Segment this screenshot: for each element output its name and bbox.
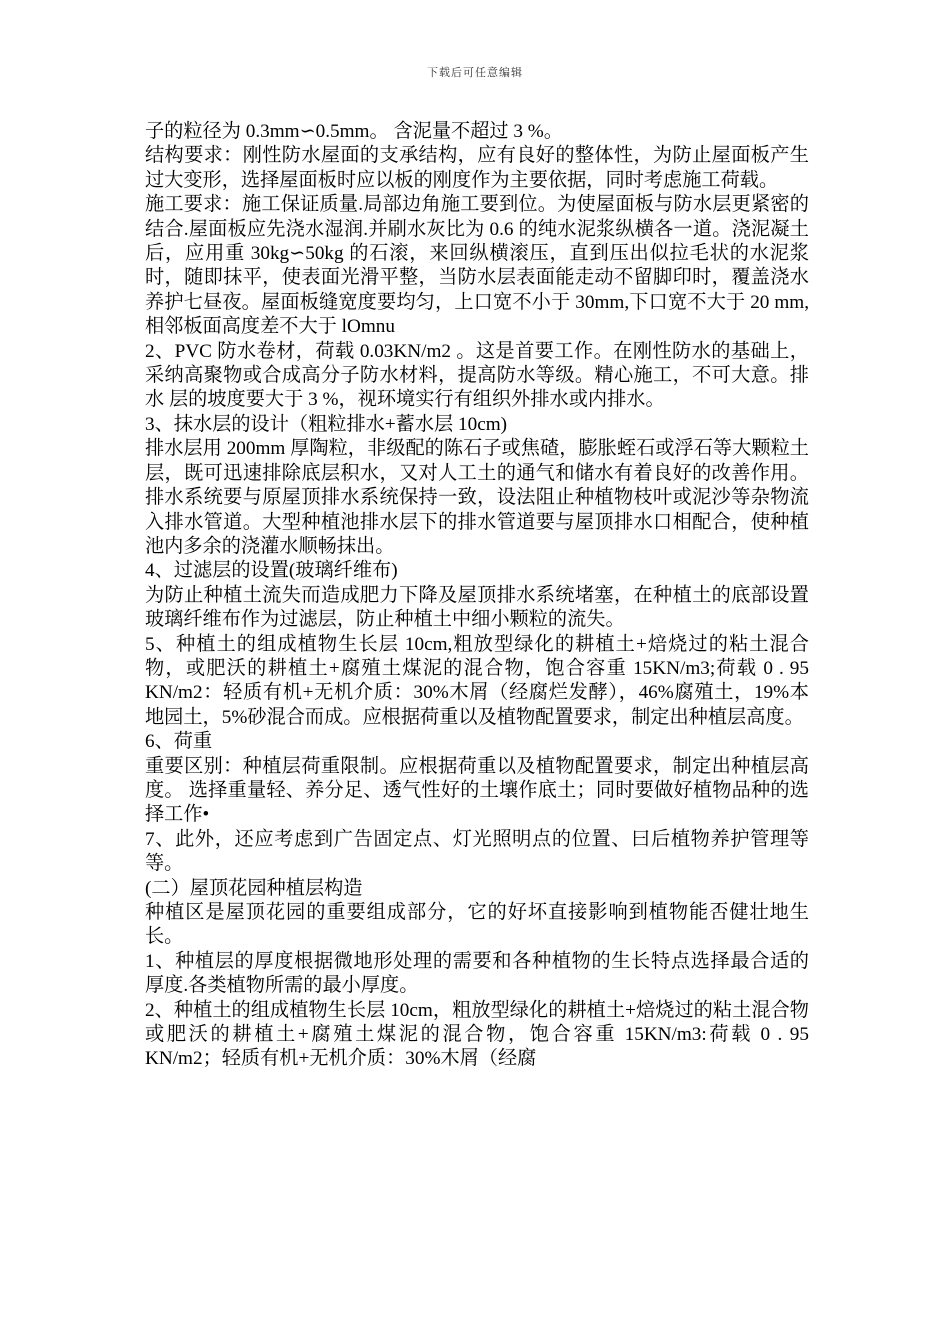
paragraph: 施工要求：施工保证质量.局部边角施工要到位。为使屋面板与防水层更紧密的结合.屋面板应先浇水湿润.并刷水灰比为 0.6 的纯水泥浆纵横各一道。浇泥凝土后，应用重 30kg∽50kg 的石滚，来回纵横滚压，直到压出似拉毛状的水泥浆时，随即抹平，使表面光滑平整，当防水层表面能走动不留脚印时，覆盖浇水养护七昼夜。屋面板缝宽度要均匀，上口宽不小于 30mm,下口宽不大于 20 mm,相邻板面高度差不大于 lOmnu (145, 194, 809, 338)
paragraph: 为防止种植土流失而造成肥力下降及屋顶排水系统堵塞，在种植土的底部设置 玻璃纤维布作为过滤层，防止种植土中细小颗粒的流失。 (145, 584, 809, 631)
page-header: 下载后可任意编辑 (427, 66, 523, 79)
section-heading: 4、过滤层的设置(玻璃纤维布) (145, 560, 398, 582)
paragraph: 5、种植土的组成植物生长层 10cm,粗放型绿化的耕植土+焙烧过的粘土混合物，或肥沃的耕植土+腐殖土煤泥的混合物，饱合容重 15KN/m3;荷载 0 . 95 KN/m2：轻质有机+无机介质：30%木屑（经腐烂发酵），46%腐殖土，19%本 地园土，5%砂混合而成。应根据荷重以及植物配置要求，制定出种植层高度。 (145, 633, 809, 728)
paragraph: 2、PVC 防水卷材，荷载 0.03KN/m2 。这是首要工作。在刚性防水的基础上， 采纳高聚物或合成高分子防水材料，提高防水等级。精心施工，不可大意。排水 层的坡度要大于 3 %，视环境实行有组织外排水或内排水。 (145, 340, 809, 411)
paragraph: 子的粒径为 0.3mm∽0.5mm。 含泥量不超过 3 %。 (145, 121, 563, 142)
paragraph: 2、种植土的组成植物生长层 10cm，粗放型绿化的耕植土+焙烧过的粘土混合物或肥沃的耕植土+腐殖土煤泥的混合物，饱合容重 15KN/m3:荷载 0 . 95 KN/m2；轻质有机+无机介质：30%木屑（经腐 (145, 999, 809, 1070)
paragraph: 重要区别：种植层荷重限制。应根据荷重以及植物配置要求，制定出种植层高度。 选择重量轻、养分足、透气性好的土壤作底土；同时要做好植物品种的选择工作• (145, 755, 809, 826)
section-heading: 3、抹水层的设计（粗粒排水+蓄水层 10cm) (145, 413, 508, 435)
paragraph: 7、此外，还应考虑到广告固定点、灯光照明点的位置、曰后植物养护管理等等。 (145, 828, 809, 875)
section-heading: 6、荷重 (145, 731, 213, 753)
paragraph: 结构要求：刚性防水屋面的支承结构，应有良好的整体性，为防止屋面板产生 过大变形，选择屋面板时应以板的刚度作为主要依据，同时考虑施工荷载。 (145, 145, 809, 191)
paragraph: 种植区是屋顶花园的重要组成部分，它的好坏直接影响到植物能否健壮地生长。 (145, 902, 809, 948)
paragraph: 排水层用 200mm 厚陶粒，非级配的陈石子或焦碴，膨胀蛭石或浮石等大颗粒土层，既可迅速排除底层积水，又对人工土的通气和储水有着良好的改善作用。 排水系统要与原屋顶排水系统保持一致，设法阻止种植物枝叶或泥沙等杂物流入排水管道。大型种植池排水层下的排水管道要与屋顶排水口相配合，使种植池内多余的浇灌水顺畅抹出。 (145, 438, 809, 557)
paragraph: 1、种植层的厚度根据微地形处理的需要和各种植物的生长特点选择最合适的 厚度.各类植物所需的最小厚度。 (145, 950, 809, 997)
section-heading: (二）屋顶花园种植层构造 (145, 877, 363, 899)
document-body (145, 120, 809, 1072)
